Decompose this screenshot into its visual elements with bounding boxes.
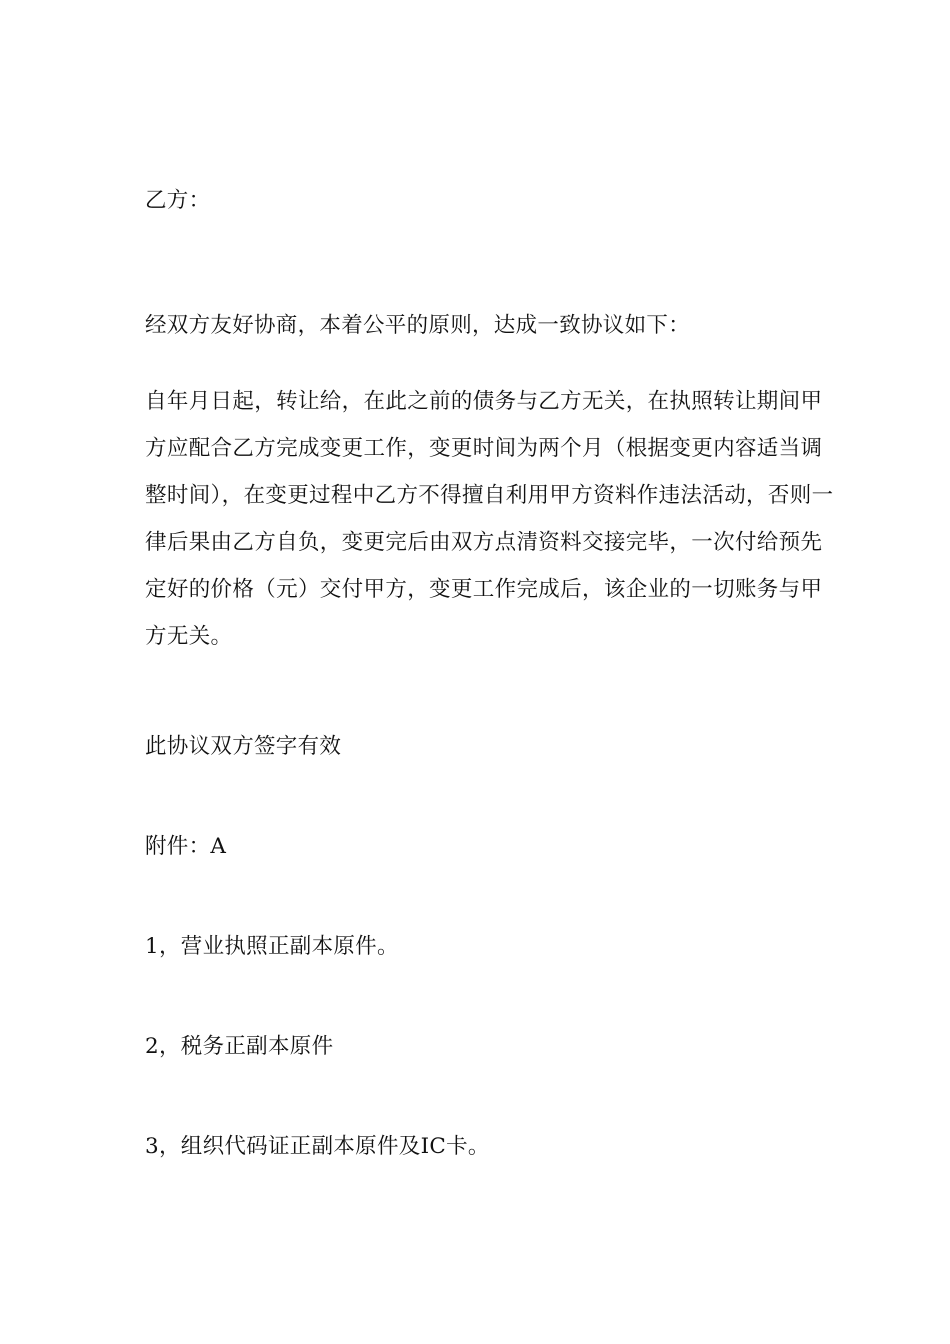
intro-paragraph: 经双方友好协商，本着公平的原则，达成一致协议如下： bbox=[145, 313, 691, 338]
agreement-body-paragraph: 自年月日起，转让给，在此之前的债务与乙方无关，在执照转让期间甲方应配合乙方完成变更工作，变更时间为两个月（根据变更内容适当调整时间），在变更过程中乙方不得擅自利用甲方资料作违法活动，否则一律后果由乙方自负，变更完后由双方点清资料交接完毕，一次付给预先定好的价格（元）交付甲方，变更工作完成后，该企业的一切账务与甲方无关。 bbox=[145, 389, 834, 649]
party-b-label: 乙方： bbox=[145, 188, 211, 213]
validity-statement: 此协议双方签字有效 bbox=[145, 734, 342, 759]
annex-item: 3，组织代码证正副本原件及IC卡。 bbox=[145, 1134, 490, 1159]
annex-item: 2，税务正副本原件 bbox=[145, 1034, 334, 1059]
annex-label: 附件：A bbox=[145, 834, 227, 859]
annex-item: 1，营业执照正副本原件。 bbox=[145, 934, 399, 959]
